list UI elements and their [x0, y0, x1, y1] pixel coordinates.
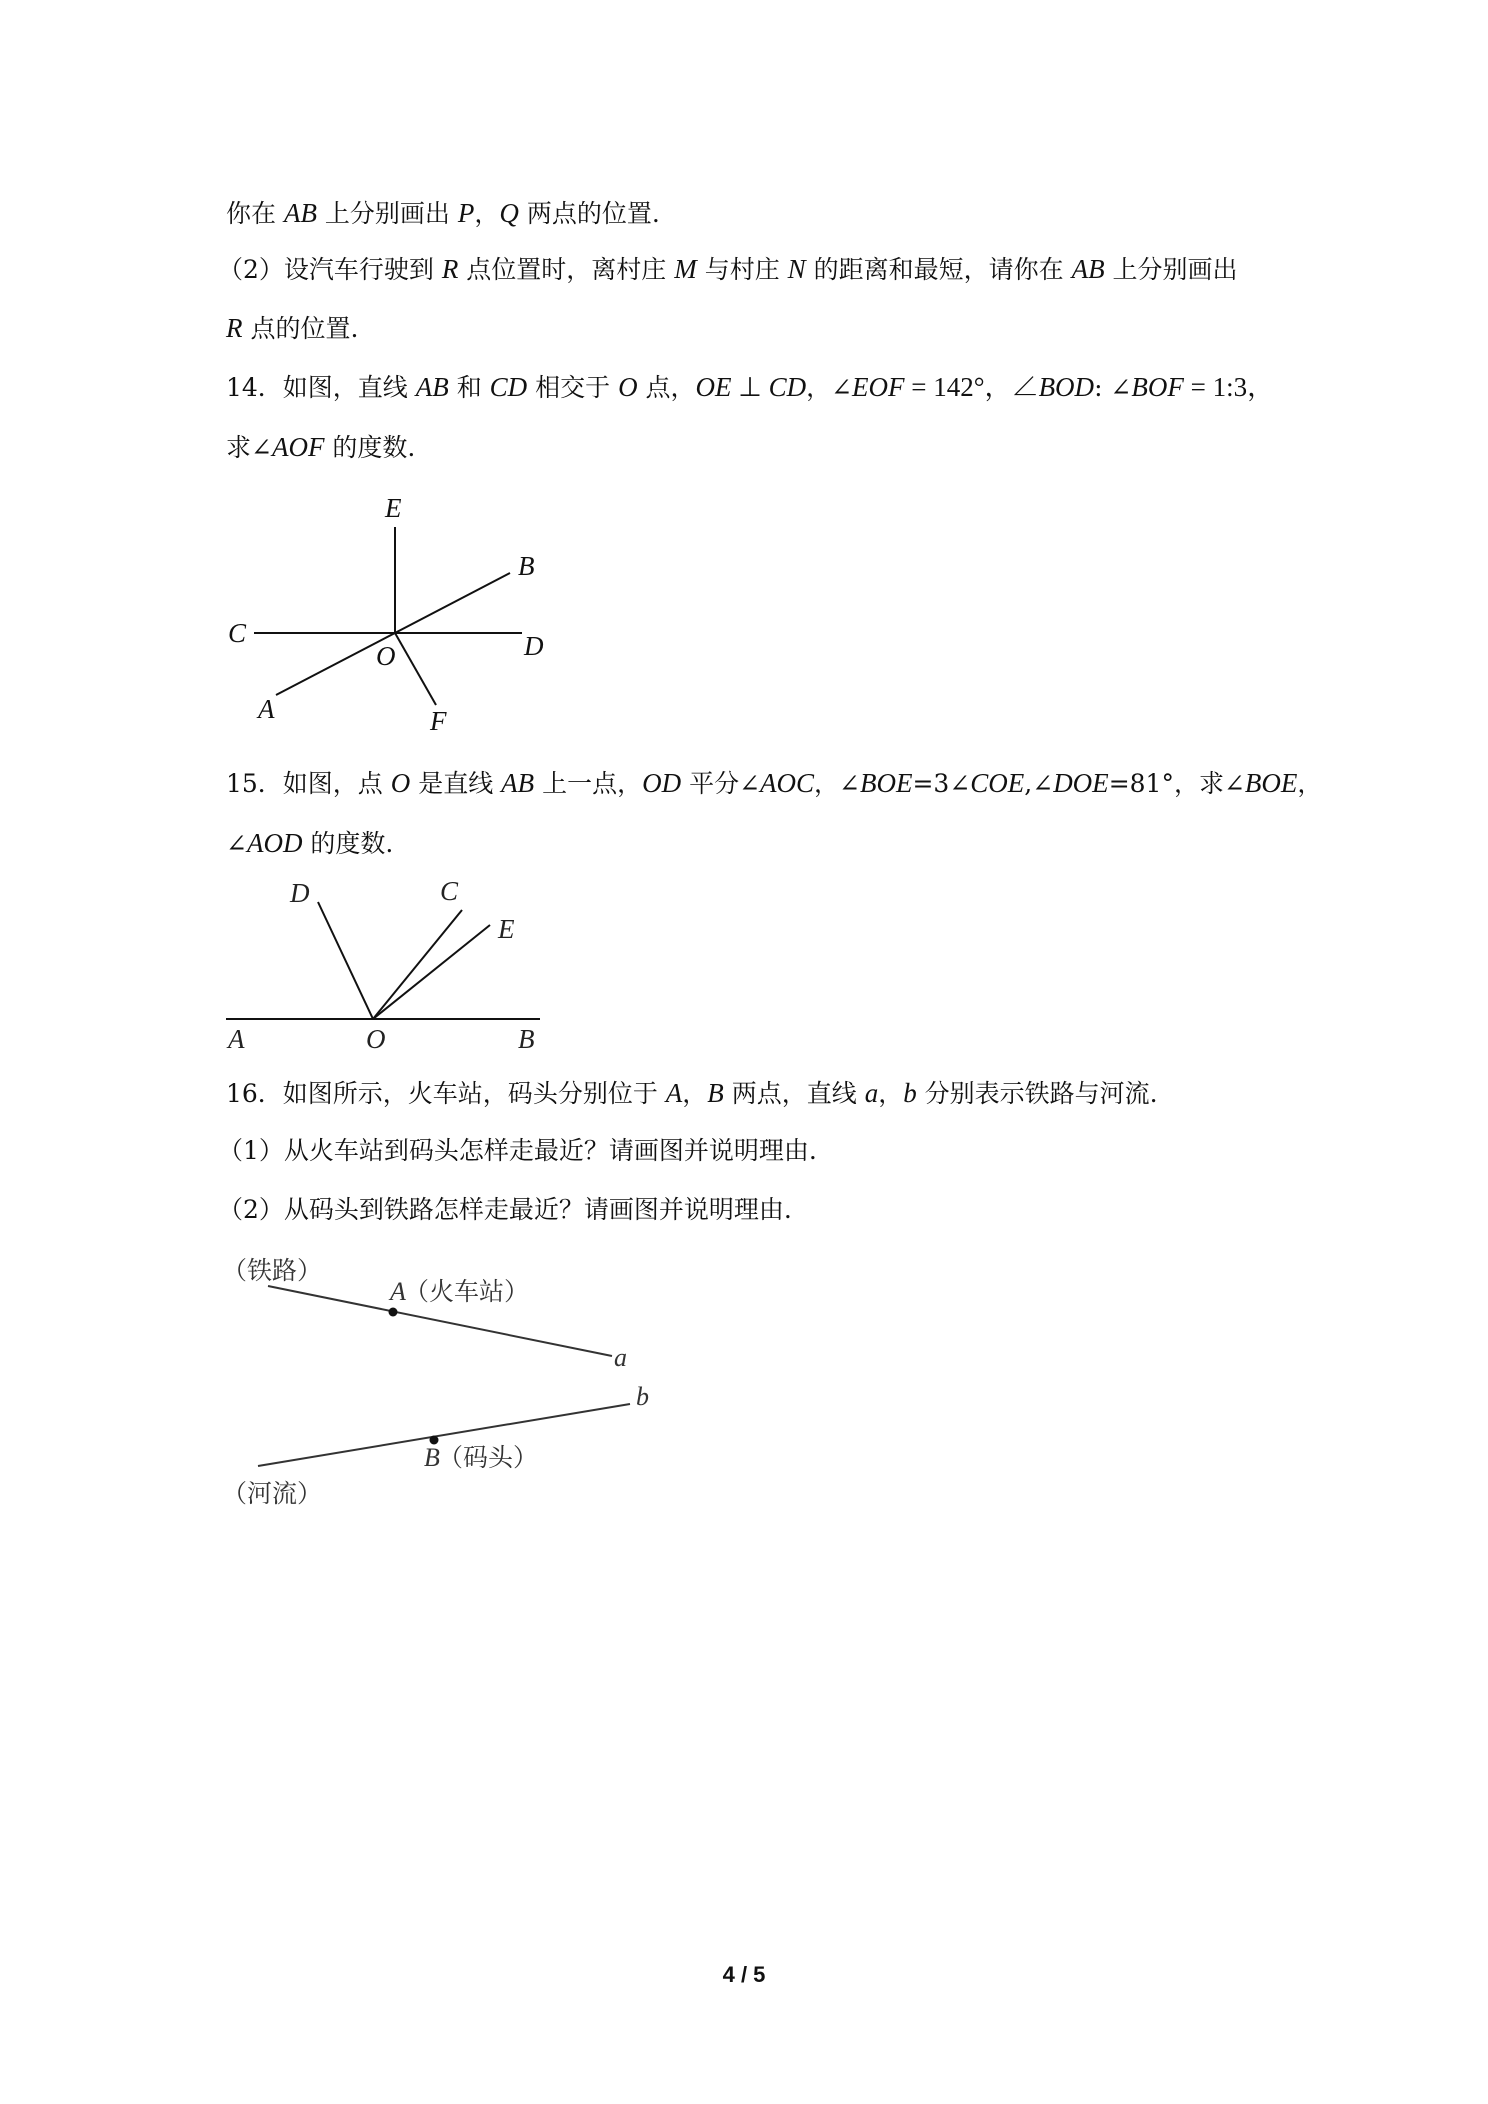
label-e: E — [385, 493, 402, 523]
label-a: A — [228, 1024, 245, 1054]
label-o: O — [366, 1024, 386, 1054]
label-line-b: b — [636, 1382, 649, 1411]
label-d: D — [524, 631, 544, 661]
q16-line-2: （1）从火车站到码头怎样走最近？请画图并说明理由. — [218, 1136, 817, 1165]
page-number: 4 / 5 — [722, 1962, 766, 1987]
label-d: D — [290, 878, 310, 908]
label-b: B — [518, 1024, 535, 1054]
q13-line-2: （2）设汽车行驶到 R 点位置时，离村庄 M 与村庄 N 的距离和最短，请你在 AB 上分别画出 — [218, 254, 1238, 284]
q13-line-1: 你在 AB 上分别画出 P，Q 两点的位置. — [226, 198, 660, 228]
label-b: B — [518, 551, 535, 581]
label-c: C — [440, 876, 459, 906]
q15-line-1: 15．如图，点 O 是直线 AB 上一点，OD 平分∠AOC，∠BOE=3∠COE,∠DOE=81°，求∠BOE， — [226, 768, 1323, 798]
label-b-dock: （码头） — [438, 1443, 539, 1472]
q16-line-3: （2）从码头到铁路怎样走最近？请画图并说明理由. — [218, 1195, 792, 1224]
label-a-letter: A — [390, 1277, 406, 1306]
label-railway: （铁路） — [222, 1256, 323, 1285]
label-c: C — [228, 618, 247, 648]
q14-line-2: 求∠AOF 的度数. — [226, 432, 416, 462]
label-river: （河流） — [222, 1479, 323, 1508]
q14-line-1: 14．如图，直线 AB 和 CD 相交于 O 点，OE ⊥ CD，∠EOF = 142°，∠BOD: ∠BOF = 1:3， — [226, 372, 1275, 402]
label-b-letter: B — [424, 1443, 440, 1472]
label-e: E — [498, 914, 515, 944]
q16-line-1: 16．如图所示，火车站，码头分别位于 A，B 两点，直线 a，b 分别表示铁路与河流. — [226, 1078, 1158, 1108]
label-a-station: （火车站） — [404, 1277, 530, 1306]
label-a: A — [258, 694, 275, 724]
q15-line-2: ∠AOD 的度数. — [226, 828, 394, 858]
label-f: F — [430, 706, 447, 736]
point-a — [389, 1308, 398, 1317]
q13-line-3: R 点的位置. — [226, 313, 359, 343]
label-o: O — [376, 641, 396, 671]
label-line-a: a — [614, 1343, 627, 1372]
